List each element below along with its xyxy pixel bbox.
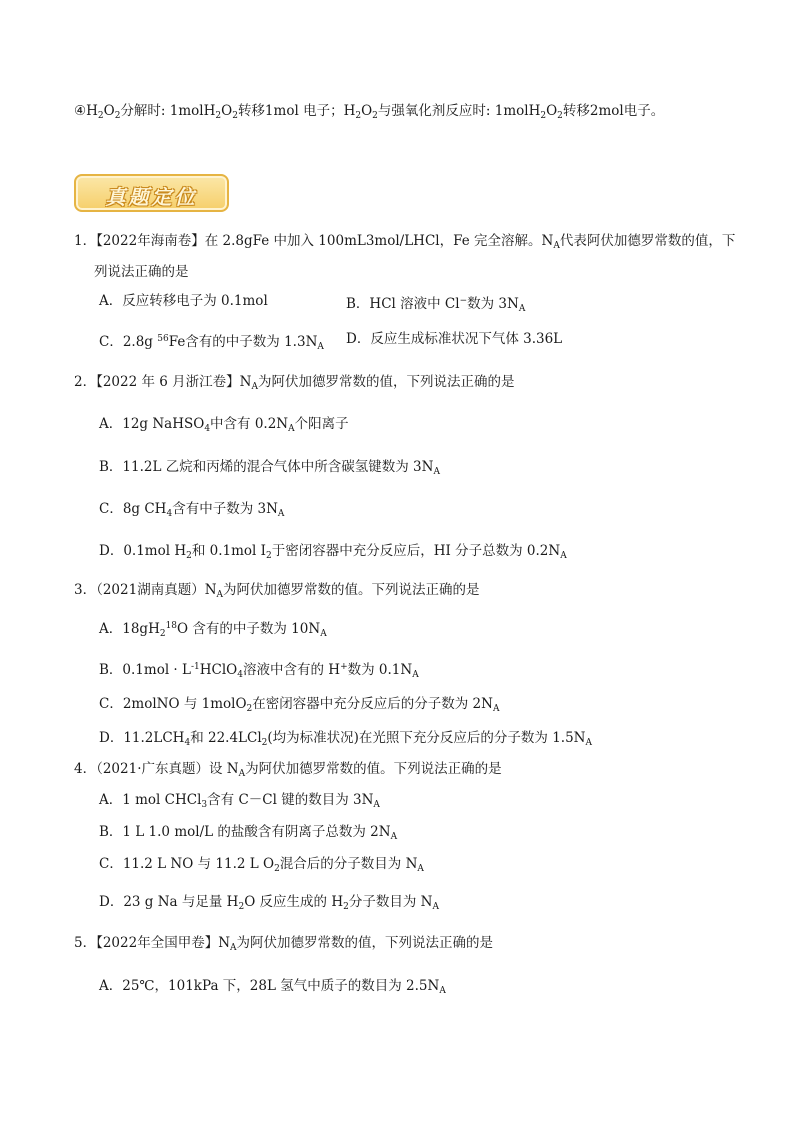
q3-option-d — [99, 729, 592, 752]
option-text: D．反应生成标准状况下气体 3.36L — [346, 331, 563, 347]
option-text: 数为 0.1N — [347, 662, 413, 678]
subscript: A — [251, 382, 258, 392]
section-badge-label: 真题定位 — [105, 185, 198, 209]
subscript: 2 — [274, 864, 280, 874]
subscript: 4 — [237, 670, 243, 680]
intro-text: 转移2mol电子。 — [562, 103, 665, 119]
question-text: 为阿伏加德罗常数的值，下列说法正确的是 — [236, 935, 494, 951]
question-text: 【2022年海南卷】在 2.8gFe 中加入 100mL3mol/LHCl，Fe 完全溶解。N — [96, 233, 554, 249]
option-text: C．2molNO 与 1molO — [99, 696, 247, 712]
superscript: − — [459, 296, 468, 306]
subscript: A — [412, 670, 419, 680]
option-text: 中含有 0.2N — [210, 416, 289, 432]
option-text: 溶液中含有的 H — [243, 662, 341, 678]
question-4-stem — [74, 760, 502, 783]
subscript: 4 — [204, 424, 211, 434]
question-1-stem-cont — [94, 263, 189, 281]
subscript: 2 — [238, 902, 245, 912]
option-text: A．1 mol CHCl — [99, 792, 202, 808]
question-text: 【2022 年 6 月浙江卷】N — [96, 374, 252, 390]
option-text: B．HCl 溶液中 Cl — [346, 296, 460, 312]
question-text: 为阿伏加德罗常数的值。下列说法正确的是 — [223, 582, 480, 598]
subscript: 2 — [261, 738, 268, 748]
option-text: 在密闭容器中充分反应后的分子数为 2N — [252, 696, 493, 712]
superscript: 18 — [165, 621, 178, 631]
option-text: A．18gH — [99, 621, 160, 637]
question-number: 1． — [74, 233, 97, 249]
subscript: A — [439, 986, 446, 996]
intro-text: ④H — [74, 103, 98, 119]
question-text: 代表阿伏加德罗常数的值，下 — [559, 233, 736, 249]
option-text: B．0.1mol · L — [99, 662, 191, 678]
subscript: A — [238, 769, 246, 779]
intro-line — [74, 102, 664, 125]
q1-option-c — [99, 330, 324, 356]
subscript: A — [230, 943, 237, 953]
option-text: 于密闭容器中充分反应后，HI 分子总数为 0.2N — [271, 543, 561, 559]
subscript: 2 — [265, 551, 272, 561]
option-text: 和 22.4LCl — [190, 730, 262, 746]
subscript: A — [288, 424, 295, 434]
option-text: O 反应生成的 H — [244, 894, 344, 910]
option-text: D．23 g Na 与足量 H — [99, 894, 239, 910]
subscript: A — [432, 902, 439, 912]
option-text: 数为 3N — [467, 296, 519, 312]
subscript: 2 — [232, 111, 238, 121]
q1-option-d — [346, 330, 562, 348]
intro-text: 分解时: 1molH — [120, 103, 216, 119]
subscript: 2 — [215, 111, 222, 121]
option-text: 分子数目为 N — [348, 894, 433, 910]
option-text: A．12g NaHSO — [99, 416, 205, 432]
intro-text: 与强氧化剂反应时: 1molH — [377, 103, 541, 119]
q2-option-c — [99, 500, 284, 523]
subscript: A — [585, 738, 592, 748]
subscript: A — [433, 467, 440, 477]
q2-option-b — [99, 458, 440, 481]
subscript: 2 — [355, 111, 362, 121]
superscript: -1 — [190, 662, 200, 672]
option-text: 含有中子数为 3N — [172, 501, 278, 517]
question-text: 为阿伏加德罗常数的值。下列说法正确的是 — [245, 761, 502, 777]
subscript: 4 — [166, 509, 173, 519]
option-text: C．2.8g — [99, 334, 158, 350]
q1-option-b — [346, 292, 525, 318]
q3-option-b — [99, 658, 419, 684]
subscript: 2 — [557, 111, 563, 121]
q3-option-c — [99, 695, 499, 718]
subscript: A — [560, 551, 567, 561]
option-text: B．1 L 1.0 mol/L 的盐酸含有阴离子总数为 2N — [99, 824, 391, 840]
q4-option-d — [99, 893, 439, 916]
option-text: Fe含有的中子数为 1.3N — [168, 334, 318, 350]
option-text: A．25℃，101kPa 下，28L 氢气中质子的数目为 2.5N — [99, 978, 440, 994]
subscript: A — [317, 342, 324, 352]
intro-text: O — [103, 103, 115, 119]
question-number: 5． — [74, 935, 97, 951]
superscript: + — [340, 662, 348, 672]
option-text: 混合后的分子数目为 N — [279, 856, 418, 872]
subscript: A — [277, 509, 285, 519]
subscript: A — [373, 800, 380, 810]
intro-text: O — [546, 103, 558, 119]
option-text: 含有 C－Cl 键的数目为 3N — [207, 792, 374, 808]
option-text: 个阳离子 — [294, 416, 349, 432]
subscript: A — [390, 832, 398, 842]
option-text: C．8g CH — [99, 501, 167, 517]
intro-text: O — [361, 103, 373, 119]
q4-option-c — [99, 855, 424, 878]
question-text: 为阿伏加德罗常数的值，下列说法正确的是 — [257, 374, 515, 390]
superscript: 56 — [157, 334, 169, 344]
question-3-stem — [74, 581, 480, 604]
subscript: 2 — [246, 704, 253, 714]
question-text: （2021·广东真题）设 N — [96, 761, 239, 777]
subscript: A — [518, 304, 526, 314]
subscript: 4 — [184, 738, 191, 748]
option-text: 和 0.1mol I — [191, 543, 266, 559]
option-text: D．11.2LCH — [99, 730, 185, 746]
q1-option-a — [99, 292, 268, 310]
option-text: (均为标准状况)在光照下充分反应后的分子数为 1.5N — [267, 730, 586, 746]
subscript: 2 — [372, 111, 378, 121]
question-number: 3． — [74, 582, 97, 598]
subscript: A — [492, 704, 500, 714]
option-text: B．11.2L 乙烷和丙烯的混合气体中所含碳氢键数为 3N — [99, 459, 434, 475]
question-number: 4． — [74, 761, 97, 777]
question-2-stem — [74, 373, 514, 396]
question-number: 2． — [74, 374, 97, 390]
question-text: 列说法正确的是 — [94, 264, 189, 280]
intro-text: 转移1mol 电子；H — [237, 103, 356, 119]
subscript: A — [216, 590, 224, 600]
subscript: 2 — [159, 629, 166, 639]
subscript: 2 — [114, 111, 121, 121]
option-text: O 含有的中子数为 10N — [177, 621, 321, 637]
q2-option-a — [99, 415, 349, 438]
q4-option-b — [99, 823, 397, 846]
subscript: A — [320, 629, 327, 639]
q3-option-a — [99, 617, 327, 643]
subscript: 2 — [97, 111, 104, 121]
question-1-stem — [74, 232, 735, 255]
subscript: 2 — [540, 111, 547, 121]
subscript: 2 — [343, 902, 349, 912]
subscript: 3 — [201, 800, 208, 810]
subscript: 2 — [186, 551, 192, 561]
q5-option-a — [99, 977, 446, 1000]
subscript: A — [417, 864, 424, 874]
option-text: HClO — [199, 662, 238, 678]
question-text: 【2022年全国甲卷】N — [96, 935, 231, 951]
q4-option-a — [99, 791, 380, 814]
section-badge — [74, 174, 229, 212]
option-text: C．11.2 L NO 与 11.2 L O — [99, 856, 275, 872]
subscript: A — [553, 241, 560, 251]
q2-option-d — [99, 542, 567, 565]
question-5-stem — [74, 934, 493, 957]
option-text: A．反应转移电子为 0.1mol — [99, 293, 268, 309]
intro-text: O — [221, 103, 233, 119]
option-text: D．0.1mol H — [99, 543, 187, 559]
question-text: （2021湖南真题）N — [96, 582, 217, 598]
